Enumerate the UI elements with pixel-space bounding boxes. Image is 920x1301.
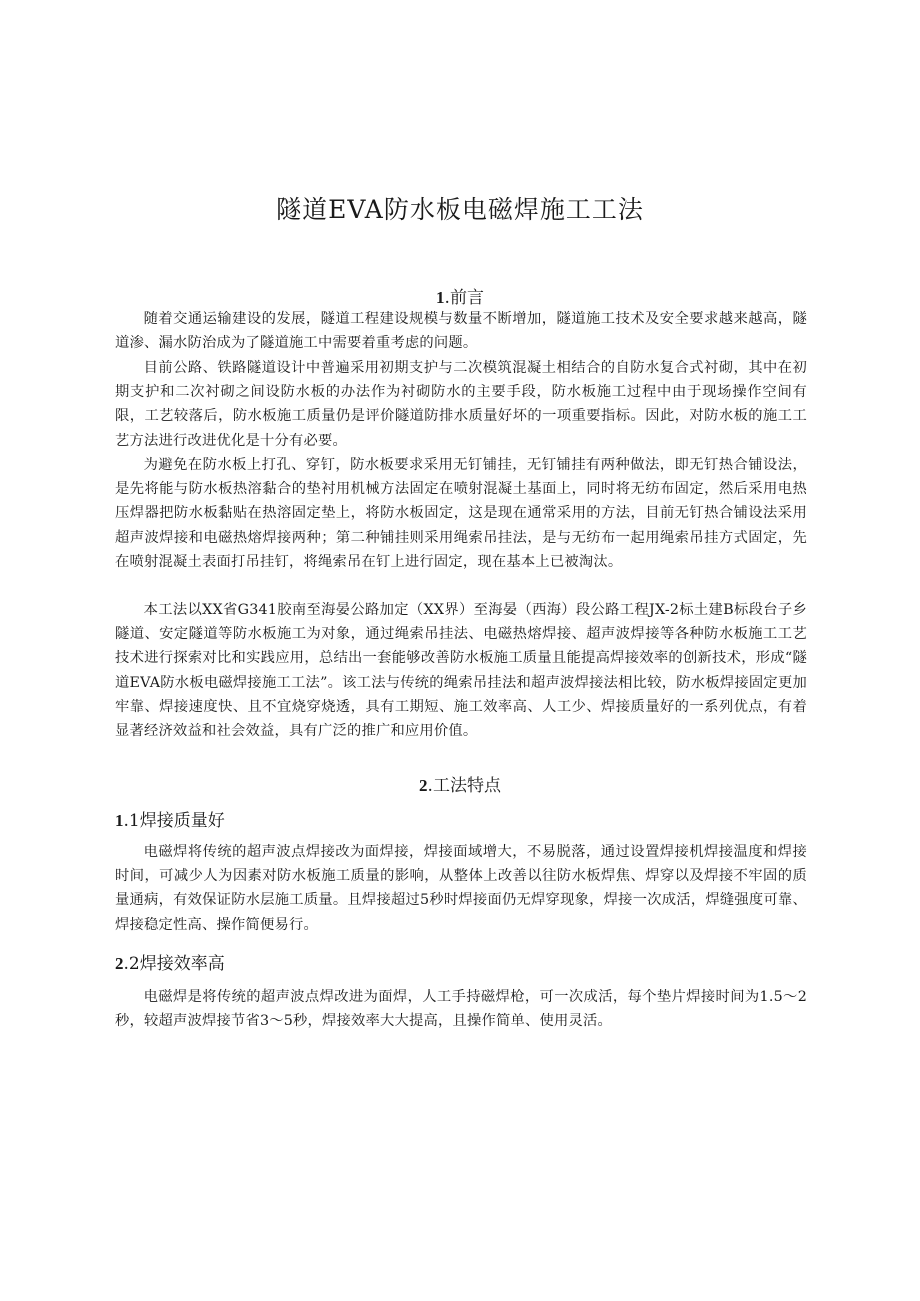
section-heading-preface: 1.前言 [436, 288, 484, 308]
paragraph-preface-1: 随着交通运输建设的发展，隧道工程建设规模与数量不断增加，隧道施工技术及安全要求越来越高，隧道渗、漏水防治成为了隧道施工中需要着重考虑的问题。 [115, 311, 807, 352]
paragraph-preface-2: 目前公路、铁路隧道设计中普遍采用初期支护与二次模筑混凝土相结合的自防水复合式衬砌，其中在初期支护和二次衬砌之间设防水板的办法作为衬砌防水的主要手段，防水板施工过程中由于现场操作空间有限，工艺较落后，防水板施工质量仍是评价隧道防排水质量好坏的一项重要指标。因此，对防水板的施工工艺方法进行改进优化是十分有必要。 [115, 360, 807, 449]
section-heading-features: 2.工法特点 [419, 776, 501, 796]
document-title: 隧道EVA防水板电磁焊施工工法 [276, 195, 644, 224]
paragraph-efficiency: 电磁焊是将传统的超声波点焊改进为面焊，人工手持磁焊枪，可一次成活，每个垫片焊接时间为1.5～2秒，较超声波焊接节省3～5秒，焊接效率大大提高，且操作简单、使用灵活。 [115, 989, 807, 1030]
paragraph-quality: 电磁焊将传统的超声波点焊接改为面焊接，焊接面域增大，不易脱落，通过设置焊接机焊接温度和焊接时间，可减少人为因素对防水板施工质量的影响，从整体上改善以往防水板焊焦、焊穿以及焊接不牢固的质量通病，有效保证防水层施工质量。且焊接超过5秒时焊接面仍无焊穿现象，焊接一次成活，焊缝强度可靠、焊接稳定性高、操作简便易行。 [115, 844, 807, 933]
subsection-heading-quality: 1.1焊接质量好 [115, 811, 225, 831]
subsection-heading-efficiency: 2.2焊接效率高 [115, 954, 225, 974]
paragraph-preface-3: 为避免在防水板上打孔、穿钉，防水板要求采用无钉铺挂，无钉铺挂有两种做法，即无钉热合铺设法，是先将能与防水板热溶黏合的垫衬用机械方法固定在喷射混凝土基面上，同时将无纺布固定，然后采用电热压焊器把防水板黏贴在热溶固定垫上，将防水板固定，这是现在通常采用的方法，目前无钉热合铺设法采用超声波焊接和电磁热熔焊接两种；第二种铺挂则采用绳索吊挂法，是与无纺布一起用绳索吊挂方式固定，先在喷射混凝土表面打吊挂钉，将绳索吊在钉上进行固定，现在基本上已被淘汰。 [115, 457, 807, 570]
paragraph-preface-4: 本工法以XX省G341胶南至海晏公路加定（XX界）至海晏（西海）段公路工程JX-2标土建B标段台子乡隧道、安定隧道等防水板施工为对象，通过绳索吊挂法、电磁热熔焊接、超声波焊接等各种防水板施工工艺技术进行探索对比和实践应用，总结出一套能够改善防水板施工质量且能提高焊接效率的创新技术，形成“隧道EVA防水板电磁焊接施工工法”。该工法与传统的绳索吊挂法和超声波焊接法相比较，防水板焊接固定更加牢靠、焊接速度快、且不宜烧穿烧透，具有工期短、施工效率高、人工少、焊接质量好的一系列优点，有着显著经济效益和社会效益，具有广泛的推广和应用价值。 [115, 602, 807, 740]
